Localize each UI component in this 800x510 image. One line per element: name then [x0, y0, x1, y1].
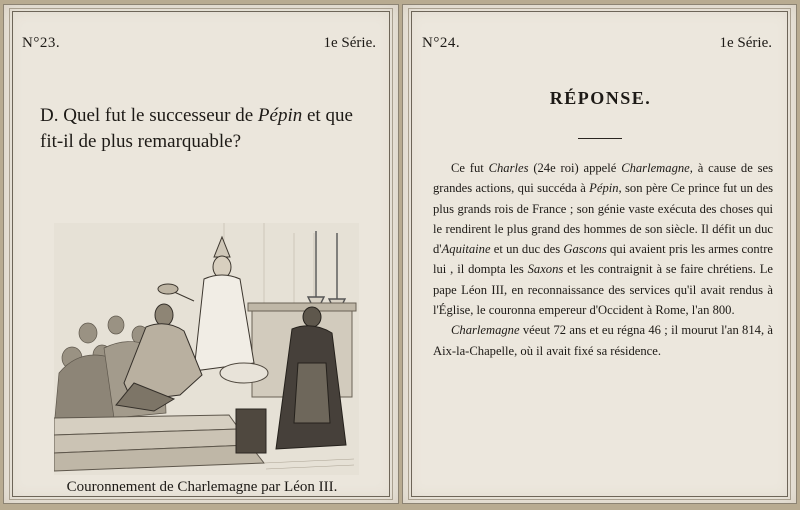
answer-card	[402, 4, 797, 504]
card-number: N°24.	[422, 35, 461, 51]
name-charlemagne: Charlemagne	[451, 323, 520, 338]
name-saxons: Saxons	[527, 262, 564, 277]
coronation-illustration	[54, 223, 359, 475]
answer-text	[433, 158, 773, 361]
illustration-caption: Couronnement de Charlemagne par Léon III.	[66, 479, 338, 495]
name-charlemagne: Charlemagne,	[621, 161, 693, 175]
name-pepin: Pépin,	[589, 181, 622, 196]
answer-paragraph-2	[433, 320, 773, 361]
card-series: 1e Série.	[323, 35, 376, 51]
text-run: et les contraignit à se faire chrétiens. Le pape Léon III, en reconnaissance des services qu'il avait rendus à l'Église, le couronna empereur d'Occident à Rome, l'an 800.	[433, 262, 773, 318]
text-run: véeut 72 ans et eu régna 46 ; il mourut l'an 814, à Aix-la-Chapelle, où il avait fixé sa résidence.	[433, 323, 773, 358]
answer-title: RÉPONSE.	[549, 88, 652, 108]
text-run: qui avaient pris les armes contre lui , il dompta les	[433, 242, 773, 277]
question-part2: et que fit-il de plus remarquable?	[40, 105, 353, 152]
text-run: (24e roi) appelé	[528, 161, 622, 175]
card-series: 1e Série.	[719, 35, 772, 51]
question-card	[3, 4, 399, 504]
text-run: et un duc des	[490, 242, 564, 257]
text-run: son père Ce prince fut un des plus grands rois de France ; son génie vaste exécuta des choses qui le rendirent le plus grand des hommes de son siècle. Il défit un duc d'	[433, 181, 774, 257]
question-text	[40, 103, 370, 155]
card-number: N°23.	[22, 35, 61, 51]
title-divider	[578, 138, 622, 139]
name-charles: Charles	[488, 161, 529, 175]
text-run: à cause de ses grandes actions, qui succéda à	[433, 161, 773, 196]
name-aquitaine: Aquitaine	[441, 242, 491, 257]
answer-paragraph-1	[433, 158, 773, 320]
text-run: Ce fut	[451, 161, 489, 175]
name-gascons: Gascons	[563, 242, 607, 257]
question-name-pepin: Pépin	[257, 105, 303, 126]
question-part1: D. Quel fut le successeur de	[40, 105, 258, 126]
